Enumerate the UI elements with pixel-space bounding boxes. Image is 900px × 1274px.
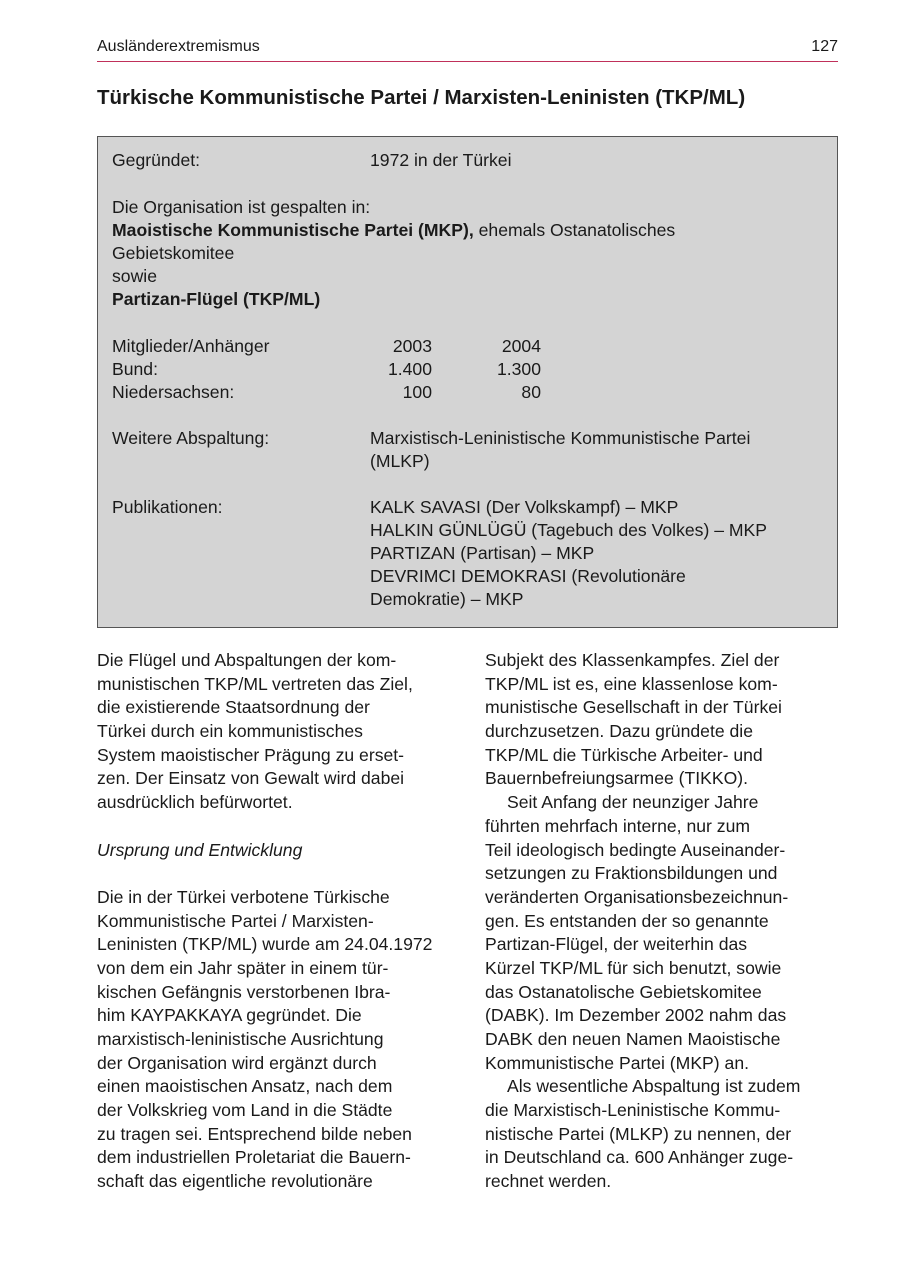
text-line: der Volkskrieg vom Land in die Städte	[97, 1100, 393, 1121]
text-line: ausdrücklich befürwortet.	[97, 792, 293, 813]
text-line: Als wesentliche Abspaltung ist zudem	[507, 1076, 801, 1097]
text-line: zu tragen sei. Entsprechend bilde neben	[97, 1123, 412, 1144]
split-bold-1: Maoistische Kommunistische Partei (MKP),	[112, 220, 474, 240]
founded-label: Gegründet:	[112, 150, 201, 170]
text-line: Kürzel TKP/ML für sich benutzt, sowie	[485, 957, 782, 978]
text-line: Die Flügel und Abspaltungen der kom-	[97, 650, 397, 670]
text-line: Leninisten (TKP/ML) wurde am 24.04.1972	[97, 934, 433, 955]
split-intro: Die Organisation ist gespalten in:	[112, 197, 371, 217]
text-line: DABK den neuen Namen Maoistische	[485, 1029, 781, 1049]
split-line-2: Gebietskomitee	[112, 243, 235, 263]
split-bold-2: Partizan-Flügel (TKP/ML)	[112, 289, 321, 309]
text-line: in Deutschland ca. 600 Anhänger zuge-	[485, 1147, 794, 1168]
text-line: veränderten Organisationsbezeichnun-	[485, 886, 789, 907]
text-line: nistische Partei (MLKP) zu nennen, der	[485, 1123, 792, 1144]
text-line: TKP/ML ist es, eine klassenlose kom-	[485, 673, 778, 694]
page-title: Türkische Kommunistische Partei / Marxisten-Leninisten (TKP/ML)	[97, 86, 746, 109]
further-line: (MLKP)	[370, 451, 430, 471]
text-line: Bauernbefreiungsarmee (TIKKO).	[485, 768, 749, 789]
split-line-1	[112, 219, 675, 242]
text-line: durchzusetzen. Dazu gründete die	[485, 721, 753, 742]
right-column	[485, 649, 800, 1194]
split-and: sowie	[112, 266, 157, 286]
text-line: zen. Der Einsatz von Gewalt wird dabei	[97, 768, 405, 789]
year-2003: 2003	[392, 336, 432, 356]
bund-2004: 1.300	[496, 359, 541, 379]
text-line: (DABK). Im Dezember 2002 nahm das	[485, 1005, 787, 1026]
text-line	[97, 862, 432, 886]
nds-2003: 100	[402, 382, 432, 402]
pub-line: Demokratie) – MKP	[370, 589, 524, 609]
section-heading: Ursprung und Entwicklung	[97, 839, 303, 860]
further-line: Marxistisch-Leninistische Kommunistische Partei	[370, 428, 751, 448]
members-label: Mitglieder/Anhänger	[112, 336, 270, 356]
text-line: Seit Anfang der neunziger Jahre	[507, 792, 759, 813]
bund-2003: 1.400	[387, 359, 432, 379]
split-rest-1: ehemals Ostanatolisches	[473, 220, 676, 240]
pub-label: Publikationen:	[112, 497, 223, 517]
text-line	[97, 815, 432, 839]
text-line: Türkei durch ein kommunistisches	[97, 721, 363, 742]
text-line: him KAYPAKKAYA gegründet. Die	[97, 1005, 362, 1026]
text-line: setzungen zu Fraktionsbildungen und	[485, 863, 778, 884]
text-line: führten mehrfach interne, nur zum	[485, 815, 751, 836]
text-line: munistische Gesellschaft in der Türkei	[485, 697, 782, 718]
text-line: System maoistischer Prägung zu erset-	[97, 744, 405, 765]
text-line: dem industriellen Proletariat die Bauern-	[97, 1147, 411, 1168]
further-label: Weitere Abspaltung:	[112, 428, 270, 448]
text-line: Teil ideologisch bedingte Auseinander-	[485, 839, 786, 860]
founded-value: 1972 in der Türkei	[370, 150, 512, 170]
pub-line: PARTIZAN (Partisan) – MKP	[370, 543, 595, 563]
nds-2004: 80	[521, 382, 541, 402]
text-line: die Marxistisch-Leninistische Kommu-	[485, 1100, 781, 1121]
text-line: Kommunistische Partei (MKP) an.	[485, 1052, 749, 1073]
text-line: Partizan-Flügel, der weiterhin das	[485, 934, 748, 955]
text-line: Subjekt des Klassenkampfes. Ziel der	[485, 650, 780, 670]
text-line: marxistisch-leninistische Ausrichtung	[97, 1029, 384, 1049]
fact-box	[97, 136, 838, 628]
text-line: von dem ein Jahr später in einem tür-	[97, 957, 389, 978]
text-line: TKP/ML die Türkische Arbeiter- und	[485, 744, 763, 765]
text-line: gen. Es entstanden der so genannte	[485, 910, 769, 931]
text-line: munistischen TKP/ML vertreten das Ziel,	[97, 673, 413, 694]
running-header	[97, 38, 838, 62]
text-line: kischen Gefängnis verstorbenen Ibra-	[97, 981, 391, 1002]
year-2004: 2004	[501, 336, 541, 356]
text-line: Kommunistische Partei / Marxisten-	[97, 910, 374, 931]
bund-label: Bund:	[112, 359, 158, 379]
text-line: der Organisation wird ergänzt durch	[97, 1052, 377, 1073]
text-line: schaft das eigentliche revolutionäre	[97, 1171, 373, 1192]
pub-line: KALK SAVASI (Der Volkskampf) – MKP	[370, 497, 679, 517]
text-line: rechnet werden.	[485, 1171, 612, 1192]
left-column	[97, 649, 432, 1194]
nds-label: Niedersachsen:	[112, 382, 235, 402]
header-section: Ausländerextremismus	[97, 38, 260, 55]
text-line: Die in der Türkei verbotene Türkische	[97, 886, 390, 907]
page-number: 127	[811, 38, 838, 55]
text-line: einen maoistischen Ansatz, nach dem	[97, 1076, 393, 1097]
text-line: die existierende Staatsordnung der	[97, 697, 370, 718]
pub-line: HALKIN GÜNLÜGÜ (Tagebuch des Volkes) – MKP	[370, 520, 767, 540]
text-line: das Ostanatolische Gebietskomitee	[485, 981, 762, 1002]
pub-line: DEVRIMCI DEMOKRASI (Revolutionäre	[370, 566, 686, 586]
